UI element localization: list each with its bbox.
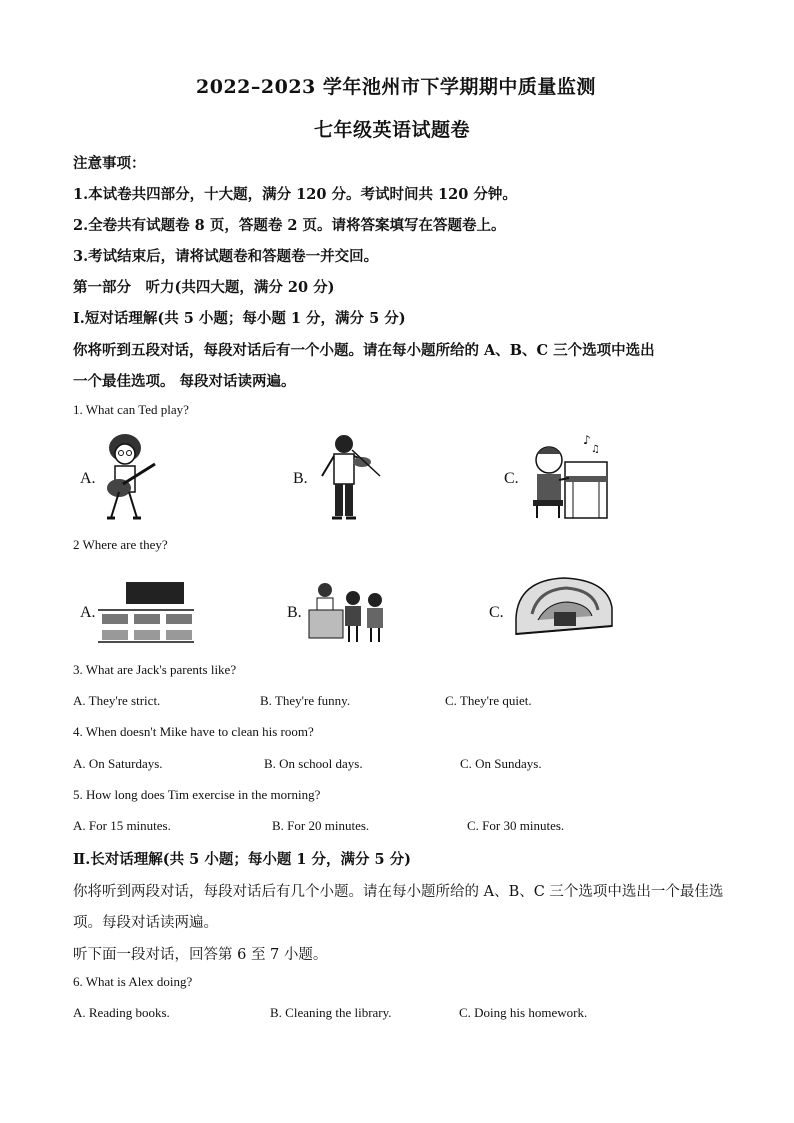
violin-player-icon [314, 432, 384, 522]
q6-option-c: C. Doing his homework. [459, 1005, 588, 1020]
q4-option-a: A. On Saturdays. [73, 756, 163, 771]
question-1: 1. What can Ted play? [73, 402, 189, 417]
section1-instruction-line2: 一个最佳选项。 每段对话读两遍。 [73, 373, 296, 390]
section2-sub-instruction: 听下面一段对话，回答第 6 至 7 小题。 [73, 947, 328, 963]
q3-option-c: C. They're quiet. [445, 693, 532, 708]
q3-option-a: A. They're strict. [73, 693, 161, 708]
q4-option-b: B. On school days. [264, 756, 363, 771]
note-item-1: 1.本试卷共四部分，十大题，满分 120 分。考试时间共 120 分钟。 [73, 186, 517, 203]
section2-title: Ⅱ.长对话理解(共 5 小题；每小题 1 分，满分 5 分) [73, 851, 412, 868]
concert-hall-icon [508, 574, 618, 644]
svg-text:♫: ♫ [591, 444, 600, 455]
q1-label-a: A. [80, 470, 96, 487]
svg-text:♪: ♪ [583, 433, 591, 447]
students-counter-icon [305, 578, 391, 644]
question-3: 3. What are Jack's parents like? [73, 662, 237, 677]
q1-label-b: B. [293, 470, 308, 487]
q5-option-a: A. For 15 minutes. [73, 818, 171, 833]
part1-heading: 第一部分 听力(共四大题，满分 20 分) [73, 279, 335, 296]
q5-option-b: B. For 20 minutes. [272, 818, 370, 833]
piano-player-icon [525, 432, 610, 522]
section2-instruction-line1: 你将听到两段对话，每段对话后有几个小题。请在每小题所给的 A、B、C 三个选项中选出一个最佳选 [73, 884, 724, 900]
question-6: 6. What is Alex doing? [73, 974, 193, 989]
q6-option-b: B. Cleaning the library. [270, 1005, 392, 1020]
question-5: 5. How long does Tim exercise in the morning? [73, 787, 321, 802]
section1-title: Ⅰ.短对话理解(共 5 小题；每小题 1 分，满分 5 分) [73, 310, 406, 327]
exam-title: 2022–2023 学年池州市下学期期中质量监测 [196, 76, 596, 98]
section1-instruction-line1: 你将听到五段对话，每段对话后有一个小题。请在每小题所给的 A、B、C 三个选项中选出 [73, 342, 655, 359]
notes-heading: 注意事项： [73, 155, 146, 172]
q6-option-a: A. Reading books. [73, 1005, 170, 1020]
q1-label-c: C. [504, 470, 519, 487]
exam-subtitle: 七年级英语试题卷 [314, 119, 471, 141]
q2-label-a: A. [80, 604, 96, 621]
q3-option-b: B. They're funny. [260, 693, 351, 708]
q4-option-c: C. On Sundays. [460, 756, 542, 771]
guitar-player-icon [97, 430, 159, 522]
classroom-icon [98, 580, 194, 644]
note-item-2: 2.全卷共有试题卷 8 页，答题卷 2 页。请将答案填写在答题卷上。 [73, 217, 506, 234]
section2-instruction-line2: 项。每段对话读两遍。 [73, 915, 218, 931]
q2-label-b: B. [287, 604, 302, 621]
q5-option-c: C. For 30 minutes. [467, 818, 565, 833]
note-item-3: 3.考试结束后，请将试题卷和答题卷一并交回。 [73, 248, 379, 265]
question-2: 2 Where are they? [73, 537, 168, 552]
question-4: 4. When doesn't Mike have to clean his room? [73, 724, 314, 739]
q2-label-c: C. [489, 604, 504, 621]
